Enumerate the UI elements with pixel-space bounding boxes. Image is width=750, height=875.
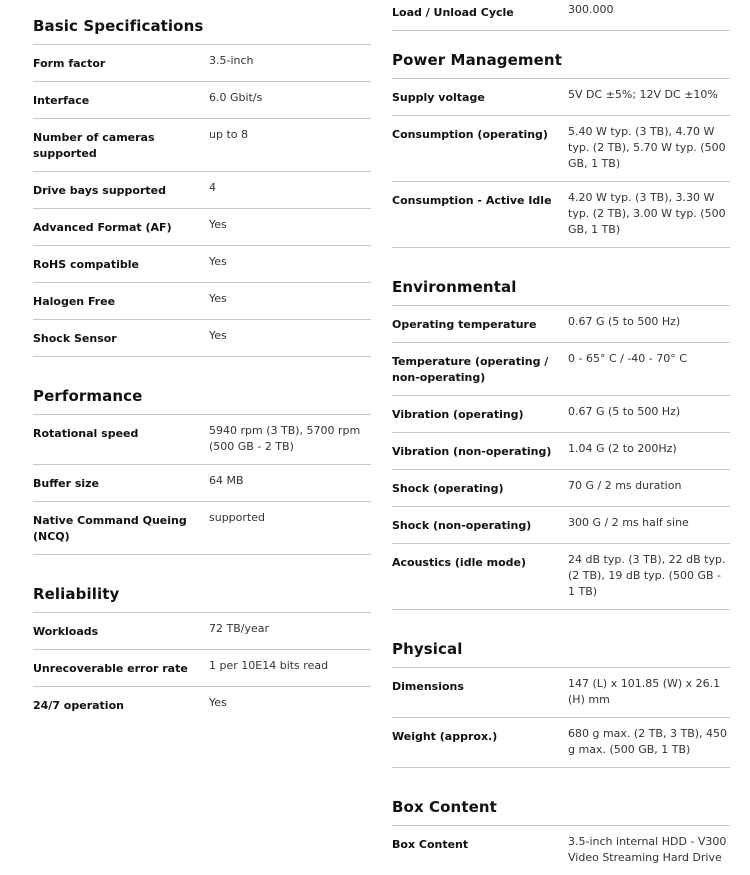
spec-row (392, 79, 730, 116)
spec-key: Dimensions (392, 680, 464, 693)
spec-row (392, 470, 730, 507)
spec-row (33, 283, 371, 320)
spec-row (33, 650, 371, 687)
spec-value: 70 G / 2 ms duration (568, 479, 682, 492)
spec-row (33, 320, 371, 357)
spec-row (392, 544, 730, 610)
spec-key: Box Content (392, 838, 469, 851)
section-gap (33, 357, 371, 387)
spec-row (33, 119, 371, 172)
spec-row (33, 45, 371, 82)
spec-key: Drive bays supported (33, 184, 166, 197)
spec-value: supported (209, 511, 265, 524)
spec-value: 4 (209, 181, 216, 194)
section-title-physical: Physical (392, 640, 730, 668)
spec-key: Consumption (operating) (392, 128, 548, 141)
spec-key: RoHS compatible (33, 258, 139, 271)
spec-value: 72 TB/year (209, 622, 270, 635)
spec-row (392, 306, 730, 343)
spec-value: 24 dB typ. (3 TB), 22 dB typ. (2 TB), 19 dB typ. (500 GB - 1 TB) (568, 553, 726, 598)
spec-key: Halogen Free (33, 295, 116, 308)
spec-value: 64 MB (209, 474, 244, 487)
spec-value: 1 per 10E14 bits read (209, 659, 329, 672)
spec-row (392, 718, 730, 768)
spec-row (392, 396, 730, 433)
spec-key: Buffer size (33, 477, 100, 490)
spec-value: Yes (209, 218, 227, 231)
spec-value: 5V DC ±5%; 12V DC ±10% (568, 88, 718, 101)
spec-key: Vibration (operating) (392, 408, 524, 421)
spec-key: Vibration (non-operating) (392, 445, 552, 458)
spec-value: Yes (209, 292, 227, 305)
spec-key: Shock (operating) (392, 482, 504, 495)
spec-row (392, 668, 730, 718)
spec-key: Interface (33, 94, 90, 107)
section-title-basic-specifications: Basic Specifications (33, 17, 371, 45)
spec-key: Rotational speed (33, 427, 139, 440)
spec-key: Temperature (operating / non-operating) (392, 355, 549, 384)
spec-value: 3.5-inch (209, 54, 254, 67)
spec-value: 147 (L) x 101.85 (W) x 26.1 (H) mm (568, 677, 721, 706)
spec-row (33, 415, 371, 465)
section-gap (392, 248, 730, 278)
spec-value: 680 g max. (2 TB, 3 TB), 450 g max. (500 GB, 1 TB) (568, 727, 728, 756)
spec-row (33, 82, 371, 119)
section-title-environmental: Environmental (392, 278, 730, 306)
spec-row (33, 172, 371, 209)
left-column (33, 17, 371, 723)
spec-key: Operating temperature (392, 318, 537, 331)
spec-row (392, 507, 730, 544)
section-title-box-content: Box Content (392, 798, 730, 826)
spec-key: Form factor (33, 57, 106, 70)
spec-row (33, 465, 371, 502)
spec-key: Shock Sensor (33, 332, 117, 345)
spec-key: Workloads (33, 625, 99, 638)
spec-key: Advanced Format (AF) (33, 221, 172, 234)
spec-value: 0.67 G (5 to 500 Hz) (568, 315, 681, 328)
spec-value: up to 8 (209, 128, 248, 141)
spec-row (392, 343, 730, 396)
section-title-power-management: Power Management (392, 51, 730, 79)
spec-row (33, 613, 371, 650)
section-gap (392, 610, 730, 640)
section-title-reliability: Reliability (33, 585, 371, 613)
right-column (392, 0, 730, 875)
spec-key: Acoustics (idle mode) (392, 556, 527, 569)
spec-value: 1.04 G (2 to 200Hz) (568, 442, 677, 455)
spec-key: Load / Unload Cycle (392, 6, 514, 19)
spec-row (392, 826, 730, 875)
spec-key: Consumption - Active Idle (392, 194, 552, 207)
spec-key: Native Command Queing (NCQ) (33, 514, 187, 543)
spec-row (392, 433, 730, 470)
spec-value: 3.5-inch internal HDD - V300 Video Streaming Hard Drive (568, 835, 727, 864)
spec-row (33, 209, 371, 246)
spec-row (33, 502, 371, 555)
spec-key: Unrecoverable error rate (33, 662, 188, 675)
spec-key: Supply voltage (392, 91, 485, 104)
spec-value: 5940 rpm (3 TB), 5700 rpm (500 GB - 2 TB) (209, 424, 361, 453)
spec-row (33, 687, 371, 723)
spec-value: 0 - 65° C / -40 - 70° C (568, 352, 687, 365)
spec-value: 6.0 Gbit/s (209, 91, 263, 104)
spec-row (33, 246, 371, 283)
section-gap (33, 555, 371, 585)
spec-row (392, 116, 730, 182)
section-title-performance: Performance (33, 387, 371, 415)
section-gap (392, 31, 730, 51)
spec-value: 300.000 (568, 3, 614, 16)
spec-key: Weight (approx.) (392, 730, 498, 743)
spec-key: 24/7 operation (33, 699, 124, 712)
spec-row (392, 0, 730, 31)
spec-value: 300 G / 2 ms half sine (568, 516, 689, 529)
spec-value: Yes (209, 329, 227, 342)
spec-value: Yes (209, 696, 227, 709)
spec-row (392, 182, 730, 248)
spec-value: 4.20 W typ. (3 TB), 3.30 W typ. (2 TB), 3.00 W typ. (500 GB, 1 TB) (568, 191, 726, 236)
spec-key: Shock (non-operating) (392, 519, 532, 532)
spec-key: Number of cameras supported (33, 131, 155, 160)
spec-value: 0.67 G (5 to 500 Hz) (568, 405, 681, 418)
spec-value: Yes (209, 255, 227, 268)
spec-value: 5.40 W typ. (3 TB), 4.70 W typ. (2 TB), 5.70 W typ. (500 GB, 1 TB) (568, 125, 726, 170)
section-gap (392, 768, 730, 798)
